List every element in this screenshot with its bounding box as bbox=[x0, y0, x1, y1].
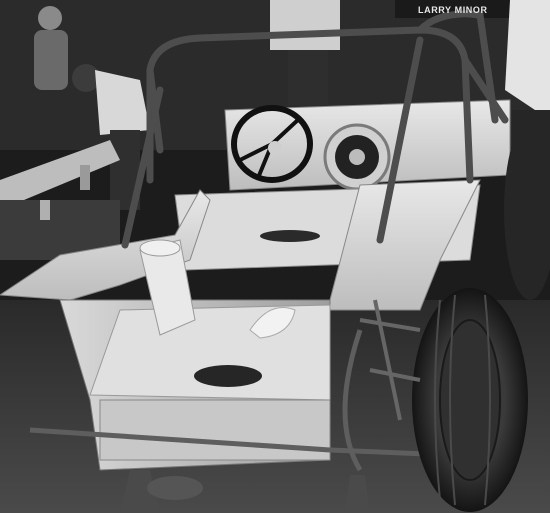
front-deck-hole bbox=[194, 365, 262, 387]
right-front-tire bbox=[412, 288, 528, 512]
front-deck bbox=[90, 305, 330, 400]
sign-text: LARRY MINOR bbox=[418, 5, 488, 15]
cockpit-floor-hole bbox=[260, 230, 320, 242]
dashboard-gauge bbox=[325, 125, 389, 189]
front-nose-panel bbox=[100, 400, 330, 460]
